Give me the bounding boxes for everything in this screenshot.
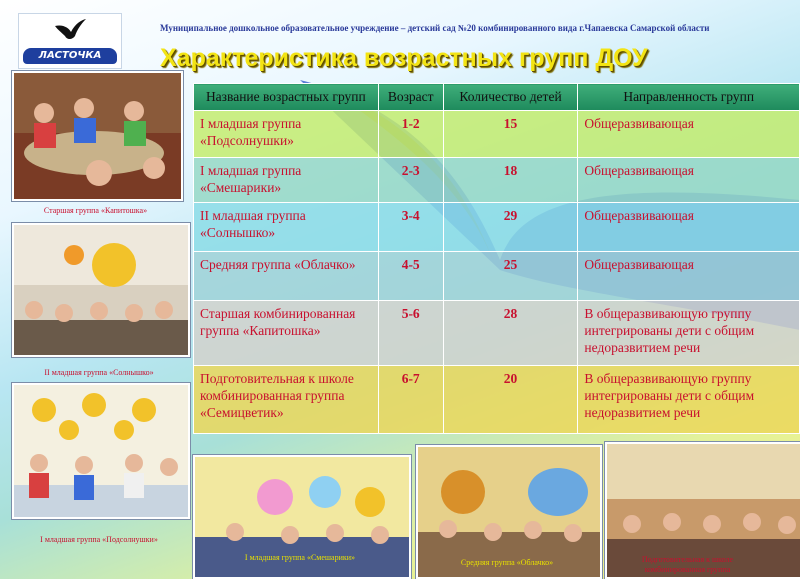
group-count: 18 [443, 158, 578, 203]
group-age: 6-7 [378, 366, 443, 434]
group-name: II младшая группа «Солнышко» [194, 203, 379, 252]
header-age: Возраст [378, 84, 443, 111]
page-title: Характеристика возрастных групп ДОУ [160, 44, 648, 72]
group-age: 5-6 [378, 301, 443, 366]
swallow-icon [53, 18, 87, 44]
group-count: 28 [443, 301, 578, 366]
group-name: I младшая группа «Смешарики» [194, 158, 379, 203]
table-row [194, 203, 800, 252]
header-group-name: Название возрастных групп [194, 84, 379, 111]
caption-oblachko: Средняя группа «Облачко» [460, 558, 554, 567]
table-row [194, 252, 800, 301]
institution-name: Муниципальное дошкольное образовательное учреждение – детский сад №20 комбинированного вида г.Чапаевска Самарской области [160, 23, 710, 33]
caption-smeshariki: I младшая группа «Смешарики» [244, 553, 356, 562]
group-count: 15 [443, 111, 578, 158]
group-name: Старшая комбинированная группа «Капитошка» [194, 301, 379, 366]
group-name: Средняя группа «Облачко» [194, 252, 379, 301]
caption-semitsvetik: Подготовительная к школе комбинированная группа [641, 555, 734, 574]
group-age: 1-2 [378, 111, 443, 158]
header-count: Количество детей [443, 84, 578, 111]
group-name: I младшая группа «Подсолнушки» [194, 111, 379, 158]
groups-table [193, 83, 800, 434]
group-focus: Общеразвивающая [578, 158, 800, 203]
table-header-row [194, 84, 800, 111]
header-focus: Направленность групп [578, 84, 800, 111]
group-focus: В общеразвивающую группу интегрированы дети с общим недоразвитием речи [578, 366, 800, 434]
group-age: 4-5 [378, 252, 443, 301]
group-focus: В общеразвивающую группу интегрированы дети с общим недоразвитием речи [578, 301, 800, 366]
table-row [194, 366, 800, 434]
group-age: 2-3 [378, 158, 443, 203]
group-focus: Общеразвивающая [578, 203, 800, 252]
table-row [194, 158, 800, 203]
photo-podsolnushki [12, 383, 190, 519]
photo-kapitoshka [12, 71, 183, 201]
group-count: 29 [443, 203, 578, 252]
caption-kapitoshka: Старшая группа «Капитошка» [43, 206, 148, 215]
group-focus: Общеразвивающая [578, 252, 800, 301]
group-count: 20 [443, 366, 578, 434]
logo [18, 13, 122, 69]
logo-text: ЛАСТОЧКА [23, 48, 117, 64]
group-name: Подготовительная к школе комбинированная группа «Семицветик» [194, 366, 379, 434]
group-count: 25 [443, 252, 578, 301]
table-row [194, 111, 800, 158]
caption-solnyshko: II младшая группа «Солнышко» [44, 368, 154, 377]
group-age: 3-4 [378, 203, 443, 252]
group-focus: Общеразвивающая [578, 111, 800, 158]
caption-podsolnushki: I младшая группа «Подсолнушки» [40, 535, 158, 544]
table-row [194, 301, 800, 366]
photo-solnyshko [12, 223, 190, 357]
